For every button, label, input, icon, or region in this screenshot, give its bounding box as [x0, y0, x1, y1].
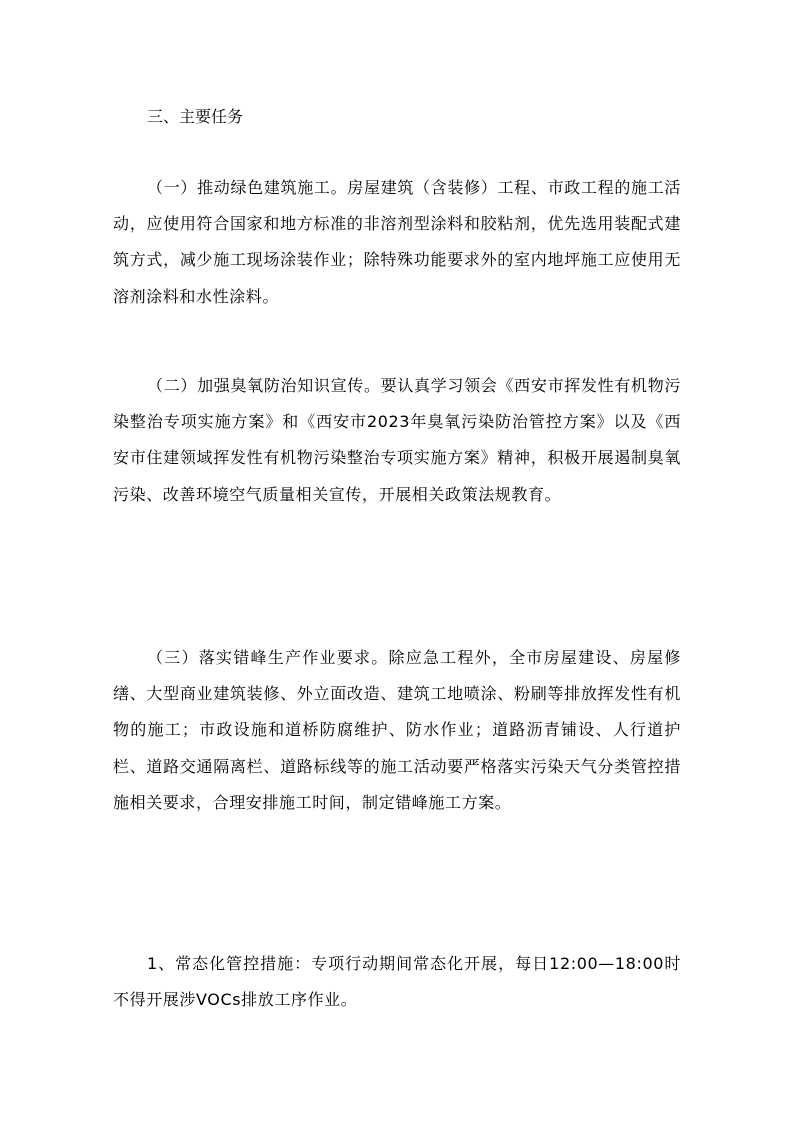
document-page: [113, 0, 681, 1122]
paragraph-routine-control: 1、常态化管控措施：专项行动期间常态化开展，每日12:00—18:00时不得开展涉VOCs排放工序作业。: [113, 954, 681, 1010]
paragraph-off-peak-operation: （三）落实错峰生产作业要求。除应急工程外，全市房屋建设、房屋修缮、大型商业建筑装修、外立面改造、建筑工地喷涂、粉刷等排放挥发性有机物的施工；市政设施和道桥防腐维护、防水作业；道路沥青铺设、人行道护栏、道路交通隔离栏、道路标线等的施工活动要严格落实污染天气分类管控措施相关要求，合理安排施工时间，制定错峰施工方案。: [113, 648, 681, 812]
section-heading: 三、主要任务: [147, 107, 244, 126]
paragraph-green-construction: （一）推动绿色建筑施工。房屋建筑（含装修）工程、市政工程的施工活动，应使用符合国家和地方标准的非溶剂型涂料和胶粘剂，优先选用装配式建筑方式，减少施工现场涂装作业；除特殊功能要求外的室内地坪施工应使用无溶剂涂料和水性涂料。: [113, 178, 681, 306]
paragraph-ozone-awareness: （二）加强臭氧防治知识宣传。要认真学习领会《西安市挥发性有机物污染整治专项实施方案》和《西安市2023年臭氧污染防治管控方案》以及《西安市住建领域挥发性有机物污染整治专项实施方案》精神，积极开展遏制臭氧污染、改善环境空气质量相关宣传，开展相关政策法规教育。: [113, 376, 681, 504]
